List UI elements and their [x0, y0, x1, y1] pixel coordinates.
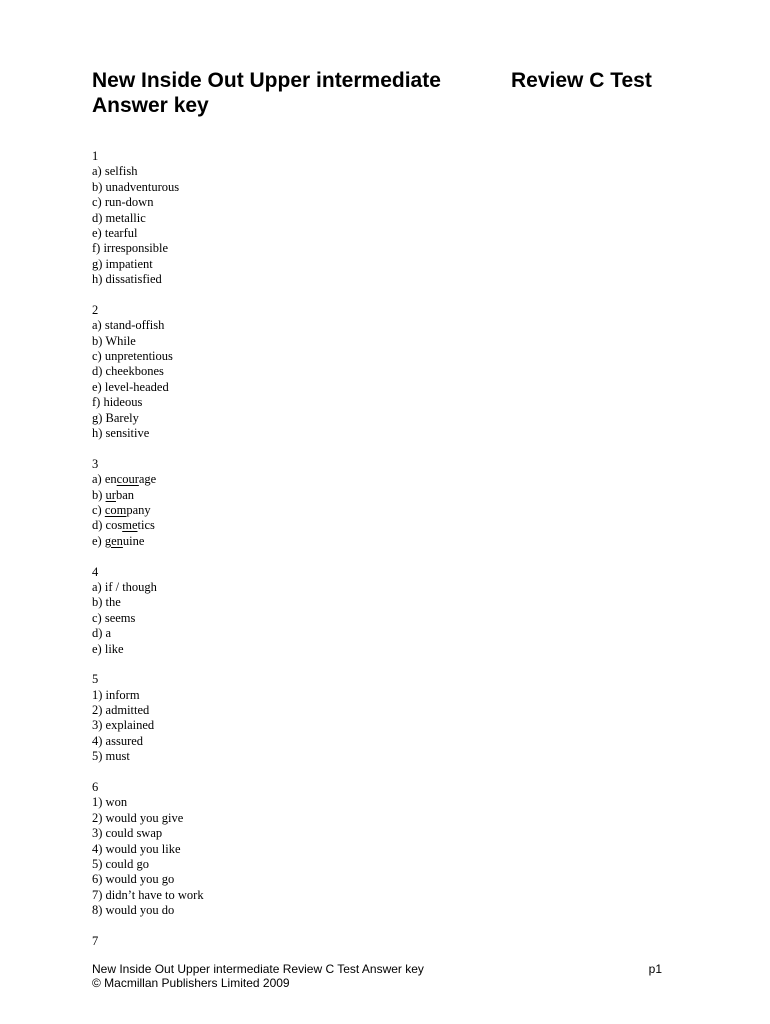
answer-text: hideous [103, 395, 143, 410]
answer-item [92, 411, 592, 426]
answer-item [92, 180, 592, 195]
section-number: 7 [92, 933, 99, 948]
answer-text: cos [105, 518, 123, 533]
answer-item [92, 241, 592, 256]
section-number: 1 [92, 149, 99, 163]
answer-text: inform [105, 687, 140, 702]
stressed-syllable: me [122, 518, 138, 533]
answer-item [92, 503, 592, 518]
answer-text: could go [105, 856, 149, 871]
answer-item [92, 472, 592, 487]
item-label: 1) [92, 687, 106, 702]
section-number: 5 [92, 672, 99, 687]
answer-item [92, 349, 592, 364]
answer-text: ban [115, 487, 135, 502]
answer-item [92, 364, 592, 379]
answer-item [92, 903, 592, 918]
answer-text: tics [137, 518, 155, 533]
answer-item [92, 811, 592, 826]
answer-text: would you like [105, 841, 181, 856]
item-label: 5) [92, 749, 106, 764]
item-label: b) [92, 179, 106, 194]
item-label: e) [92, 225, 105, 240]
item-label: a) [92, 472, 105, 487]
item-label: 6) [92, 872, 106, 887]
answer-text: cheekbones [105, 364, 164, 379]
answer-text: seems [104, 610, 136, 625]
answer-item [92, 795, 592, 810]
answer-text: irresponsible [103, 241, 169, 256]
item-label: b) [92, 333, 106, 348]
item-label: e) [92, 641, 105, 656]
answer-item [92, 718, 592, 733]
answer-section [92, 934, 592, 949]
answer-section [92, 149, 592, 288]
answer-item [92, 703, 592, 718]
answer-item [92, 226, 592, 241]
answer-text: must [105, 749, 130, 764]
item-label: 8) [92, 903, 106, 918]
answer-item [92, 611, 592, 626]
answer-text: unpretentious [104, 349, 173, 364]
item-label: d) [92, 364, 106, 379]
item-label: 2) [92, 810, 106, 825]
answer-text: run-down [104, 195, 154, 210]
answer-text: dissatisfied [105, 272, 162, 287]
answer-text: would you go [105, 872, 175, 887]
answer-item [92, 334, 592, 349]
item-label: 5) [92, 856, 106, 871]
answer-text: impatient [105, 256, 153, 271]
answer-item [92, 534, 592, 549]
answer-text: metallic [105, 210, 146, 225]
subtitle: Answer key [92, 94, 209, 117]
footer-text: New Inside Out Upper intermediate Review C Test Answer key [92, 962, 424, 976]
answer-text: assured [105, 733, 144, 748]
item-label: e) [92, 533, 105, 548]
answer-item [92, 872, 592, 887]
answer-text: pany [126, 502, 151, 517]
answer-text: would you do [105, 903, 175, 918]
answer-item [92, 380, 592, 395]
item-label: d) [92, 626, 106, 641]
answer-text: unadventurous [105, 179, 180, 194]
answer-text: a [105, 626, 112, 641]
answer-item [92, 272, 592, 287]
document-title [92, 68, 692, 118]
answer-section [92, 780, 592, 919]
item-label: c) [92, 502, 105, 517]
stressed-syllable: ur [105, 487, 116, 502]
item-label: d) [92, 210, 106, 225]
item-label: 7) [92, 887, 106, 902]
item-label: 4) [92, 733, 106, 748]
item-label: 1) [92, 795, 106, 810]
answer-list [92, 149, 592, 965]
answer-item [92, 518, 592, 533]
item-label: 2) [92, 703, 106, 718]
answer-item [92, 195, 592, 210]
answer-text: sensitive [105, 426, 150, 441]
item-label: f) [92, 241, 104, 256]
answer-item [92, 642, 592, 657]
answer-text: didn’t have to work [105, 887, 204, 902]
section-number: 2 [92, 302, 99, 317]
item-label: 3) [92, 826, 106, 841]
answer-item [92, 488, 592, 503]
page-number: p1 [648, 962, 662, 976]
answer-item [92, 857, 592, 872]
test-name: Review C Test [511, 69, 652, 92]
answer-text: en [104, 472, 117, 487]
answer-text: Barely [105, 410, 139, 425]
copyright: © Macmillan Publishers Limited 2009 [92, 976, 290, 990]
title-text: New Inside Out Upper intermediate [92, 69, 441, 92]
answer-item [92, 426, 592, 441]
item-label: c) [92, 195, 105, 210]
answer-text: would you give [105, 810, 184, 825]
answer-text: age [138, 472, 157, 487]
answer-section [92, 303, 592, 442]
item-label: h) [92, 426, 106, 441]
answer-item [92, 580, 592, 595]
answer-text: won [105, 795, 128, 810]
item-label: b) [92, 595, 106, 610]
answer-text: level-headed [104, 379, 169, 394]
section-number: 4 [92, 564, 99, 579]
stressed-syllable: gen [104, 533, 123, 548]
answer-text: selfish [104, 164, 138, 179]
item-label: g) [92, 256, 106, 271]
answer-item [92, 842, 592, 857]
item-label: c) [92, 349, 105, 364]
item-label: a) [92, 579, 105, 594]
item-label: f) [92, 395, 104, 410]
answer-section [92, 457, 592, 549]
answer-item [92, 888, 592, 903]
item-label: c) [92, 610, 105, 625]
answer-text: stand-offish [104, 318, 165, 333]
answer-item [92, 749, 592, 764]
answer-item [92, 734, 592, 749]
item-label: e) [92, 379, 105, 394]
answer-item [92, 688, 592, 703]
item-label: 4) [92, 841, 106, 856]
answer-item [92, 164, 592, 179]
stressed-syllable: cour [116, 472, 139, 487]
item-label: g) [92, 410, 106, 425]
answer-text: While [105, 333, 136, 348]
answer-item [92, 626, 592, 641]
answer-section [92, 672, 592, 764]
item-label: h) [92, 272, 106, 287]
page-footer [92, 962, 662, 990]
answer-item [92, 395, 592, 410]
answer-text: admitted [105, 703, 150, 718]
answer-item [92, 257, 592, 272]
answer-text: tearful [104, 225, 138, 240]
answer-item [92, 595, 592, 610]
item-label: d) [92, 518, 106, 533]
section-number: 3 [92, 456, 99, 471]
item-label: b) [92, 487, 106, 502]
answer-text: if / though [104, 579, 157, 594]
answer-item [92, 211, 592, 226]
item-label: a) [92, 164, 105, 179]
answer-section [92, 565, 592, 657]
answer-text: the [105, 595, 121, 610]
answer-text: uine [122, 533, 145, 548]
answer-text: could swap [105, 826, 163, 841]
answer-item [92, 318, 592, 333]
answer-text: like [104, 641, 124, 656]
answer-item [92, 826, 592, 841]
stressed-syllable: com [104, 502, 127, 517]
answer-text: explained [105, 718, 155, 733]
section-number: 6 [92, 780, 99, 795]
item-label: a) [92, 318, 105, 333]
item-label: 3) [92, 718, 106, 733]
